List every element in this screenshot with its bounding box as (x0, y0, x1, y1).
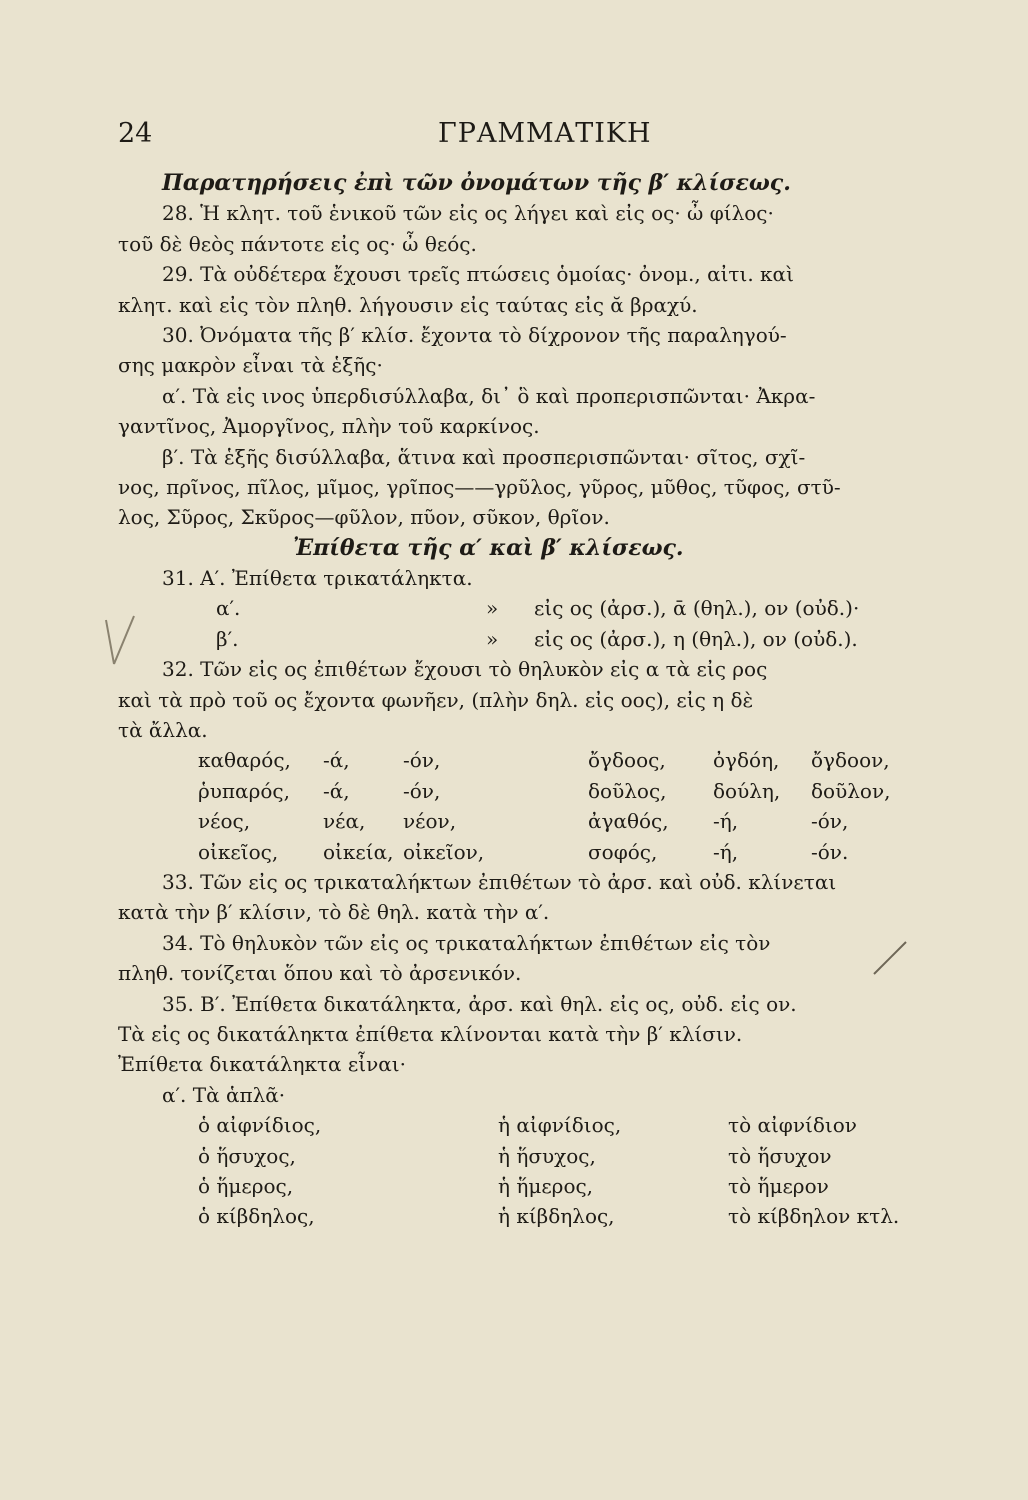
table-cell: -ά, (323, 748, 350, 773)
text-line: πληθ. τονίζεται ὅπου καὶ τὸ ἀρσενικόν. (118, 961, 522, 986)
table-cell: -όν, (403, 778, 441, 803)
text-line: 33. Τῶν εἰς ος τρικαταλήκτων ἐπιθέτων τὸ ἀρσ. καὶ οὐδ. κλίνεται (162, 869, 837, 894)
table-cell: ἡ αἰφνίδιος, (498, 1113, 622, 1138)
ditto-mark: » (486, 626, 499, 651)
table-cell: νέος, (198, 809, 251, 834)
table-row (118, 1110, 968, 1140)
table-cell: ὄγδοος, (588, 748, 666, 773)
table-cell: δούλη, (713, 778, 781, 803)
text-line: α′. Τὰ εἰς ινος ὑπερδισύλλαβα, δι᾽ ὃ καὶ προπερισπῶνται· Ἀκρα- (162, 383, 816, 408)
paragraph-32 (118, 654, 968, 745)
text-line: 31. Α′. Ἐπίθετα τρικατάληκτα. (162, 566, 473, 591)
table-cell: ὁ ἥσυχος, (198, 1143, 296, 1168)
table-row (118, 1201, 968, 1231)
table-cell: ἡ ἥμερος, (498, 1173, 594, 1198)
text-line: β′. Τὰ ἑξῆς δισύλλαβα, ἅτινα καὶ προσπερισπῶνται· σῖτος, σχῖ- (162, 444, 806, 469)
paragraph-30 (118, 320, 968, 533)
paragraph-33 (118, 867, 968, 928)
table-cell: τὸ κίβδηλον κτλ. (728, 1204, 900, 1229)
section-heading-observations: Παρατηρήσεις ἐπὶ τῶν ὀνομάτων τῆς β′ κλίσεως. (162, 170, 791, 196)
table-cell: -ά, (323, 778, 350, 803)
table-cell: οἰκεία, (323, 839, 394, 864)
table-cell: ἀγαθός, (588, 809, 669, 834)
paragraph-28 (118, 198, 968, 259)
table-row (118, 776, 968, 806)
text-line: νος, πρῖνος, πῖλος, μῖμος, γρῖπος——γρῦλος, γῦρος, μῦθος, τῦφος, στῦ- (118, 474, 841, 499)
table-cell: τὸ ἥσυχον (728, 1143, 832, 1168)
paragraph-35 (118, 989, 968, 1111)
text-line: λος, Σῦρος, Σκῦρος—φῦλον, πῦον, σῦκον, θρῖον. (118, 505, 610, 530)
text-line: 35. Β′. Ἐπίθετα δικατάληκτα, ἀρσ. καὶ θηλ. εἰς ος, οὐδ. εἰς ον. (162, 991, 797, 1016)
adjective-examples-table (118, 745, 968, 867)
table-cell: τὸ ἥμερον (728, 1173, 829, 1198)
table-row (118, 1171, 968, 1201)
table-cell: -ή, (713, 839, 739, 864)
text-line: 32. Τῶν εἰς ος ἐπιθέτων ἔχουσι τὸ θηλυκὸν εἰς α τὰ εἰς ρος (162, 657, 768, 682)
row-forms: εἰς ος (ἀρσ.), ᾱ (θηλ.), ον (οὐδ.)· (534, 596, 860, 621)
table-cell: σοφός, (588, 839, 658, 864)
text-line: σης μακρὸν εἶναι τὰ ἑξῆς· (118, 353, 383, 378)
table-cell: -ή, (713, 809, 739, 834)
text-line: τοῦ δὲ θεὸς πάντοτε εἰς ος· ὦ θεός. (118, 231, 477, 256)
table-cell: νέα, (323, 809, 366, 834)
table-cell: καθαρός, (198, 748, 291, 773)
text-line: Τὰ εἰς ος δικατάληκτα ἐπίθετα κλίνονται κατὰ τὴν β′ κλίσιν. (118, 1021, 743, 1046)
table-cell: δοῦλος, (588, 778, 667, 803)
ditto-mark: » (486, 596, 499, 621)
table-cell: ἡ κίβδηλος, (498, 1204, 615, 1229)
section-heading-adjectives: Ἐπίθετα τῆς α′ καὶ β′ κλίσεως. (293, 534, 684, 561)
article-examples-table (118, 1110, 968, 1232)
text-line: Ἐπίθετα δικατάληκτα εἶναι· (118, 1052, 406, 1077)
pencil-check-mark (100, 612, 140, 668)
page-number: 24 (118, 118, 153, 149)
text-line: γαντῖνος, Ἀμοργῖνος, πλὴν τοῦ καρκίνος. (118, 414, 540, 439)
text-line: τὰ ἄλλα. (118, 718, 208, 743)
table-cell: ἡ ἥσυχος, (498, 1143, 596, 1168)
paragraph-31 (118, 563, 968, 654)
table-cell: ὁ αἰφνίδιος, (198, 1113, 322, 1138)
table-row (118, 745, 968, 775)
table-row (118, 837, 968, 867)
table-cell: ὁ κίβδηλος, (198, 1204, 315, 1229)
table-row (118, 1141, 968, 1171)
row-label: α′. (216, 596, 241, 621)
text-line: 34. Τὸ θηλυκὸν τῶν εἰς ος τρικαταλήκτων ἐπιθέτων εἰς τὸν (162, 930, 771, 955)
table-cell: ῥυπαρός, (198, 778, 290, 803)
table-cell: ὁ ἥμερος, (198, 1173, 294, 1198)
running-title: ΓΡΑΜΜΑΤΙΚΗ (438, 118, 652, 149)
row-forms: εἰς ος (ἀρσ.), η (θηλ.), ον (οὐδ.). (534, 626, 858, 651)
table-cell: -όν, (811, 809, 849, 834)
row-label: β′. (216, 626, 239, 651)
form-row (118, 624, 968, 654)
text-line: 29. Τὰ οὐδέτερα ἔχουσι τρεῖς πτώσεις ὁμοίας· ὀνομ., αἰτι. καὶ (162, 262, 794, 287)
table-cell: οἰκεῖον, (403, 839, 485, 864)
text-line: 28. Ἡ κλητ. τοῦ ἑνικοῦ τῶν εἰς ος λήγει καὶ εἰς ος· ὦ φίλος· (162, 201, 774, 226)
text-line: 30. Ὀνόματα τῆς β′ κλίσ. ἔχοντα τὸ δίχρονον τῆς παραληγού- (162, 322, 787, 347)
table-cell: ὄγδοον, (811, 748, 890, 773)
page-header (118, 118, 938, 154)
table-cell: δοῦλον, (811, 778, 891, 803)
text-line: κατὰ τὴν β′ κλίσιν, τὸ δὲ θηλ. κατὰ τὴν α′. (118, 900, 550, 925)
text-line: καὶ τὰ πρὸ τοῦ ος ἔχοντα φωνῆεν, (πλὴν δηλ. εἰς οος), εἰς η δὲ (118, 687, 754, 712)
paragraph-34 (118, 928, 968, 989)
table-row (118, 806, 968, 836)
table-cell: -όν. (811, 839, 849, 864)
page-body (118, 168, 968, 1232)
table-cell: νέον, (403, 809, 457, 834)
table-cell: ὀγδόη, (713, 748, 780, 773)
text-line: κλητ. καὶ εἰς τὸν πληθ. λήγουσιν εἰς ταύτας εἰς ᾰ βραχύ. (118, 292, 698, 317)
pencil-slash-mark (870, 938, 910, 978)
table-cell: -όν, (403, 748, 441, 773)
table-cell: οἰκεῖος, (198, 839, 279, 864)
table-cell: τὸ αἰφνίδιον (728, 1113, 857, 1138)
form-row (118, 593, 968, 623)
paragraph-29 (118, 259, 968, 320)
text-line: α′. Τὰ ἁπλᾶ· (162, 1082, 286, 1107)
